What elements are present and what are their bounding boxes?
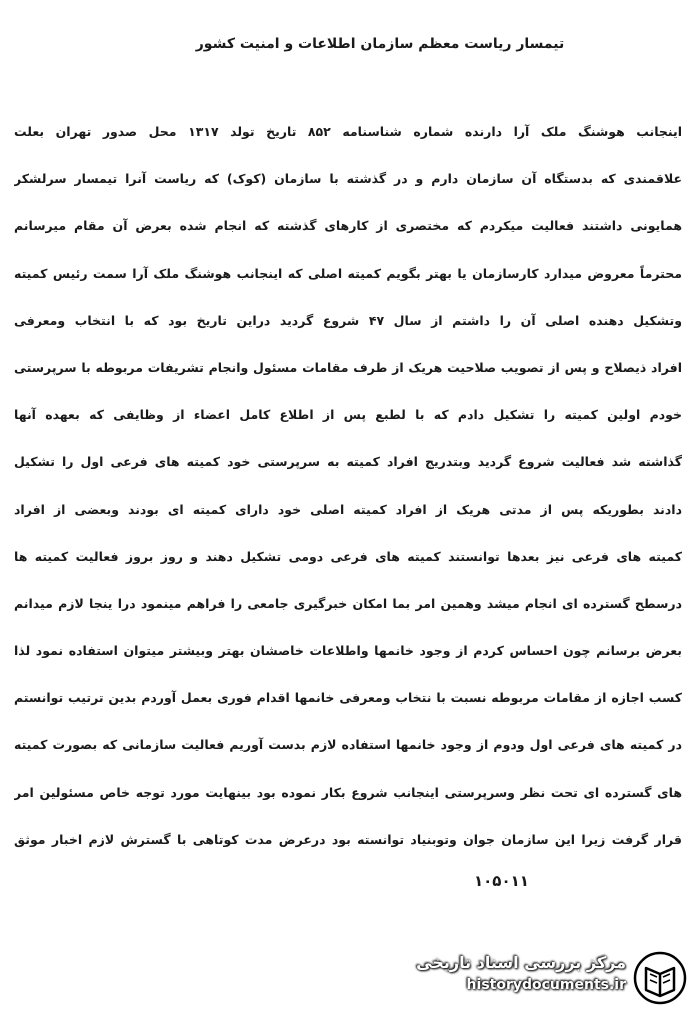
text-line: محترماً معروض میدارد کارسازمان یا بهتر بگویم کمیته اصلی که اینجانب هوشنگ ملک آرا سمت رئیس کمیته xyxy=(14,265,682,281)
watermark-name: مرکز بررسی اسناد تاریخی xyxy=(416,953,626,972)
document-body xyxy=(14,120,682,875)
watermark-text xyxy=(416,952,626,996)
text-line: کسب اجازه از مقامات مربوطه نسبت با نتخاب ومعرفی خانمها اقدام فوری بعمل آوردم بدین ترتیب توانستم xyxy=(14,690,682,706)
text-line: وتشکیل دهنده اصلی آن را داشتم از سال ۴۷ شروع گردید دراین تاریخ بود که با انتخاب ومعرفی xyxy=(14,312,682,328)
text-line: در کمیته های فرعی اول ودوم از وجود خانمها استفاده لازم بدست آوریم فعالیت سازمانی که بصورت کمیته xyxy=(14,737,682,753)
text-line: خودم اولین کمیته را تشکیل دادم که با لطبع پس از اطلاع کامل اعضاء از وظایفی که بعهده آنها xyxy=(14,407,682,423)
text-line: علاقمندی که بدستگاه آن سازمان دارم و در گذشته با سازمان (کوک) که ریاست آنرا تیمسار سرلشکر xyxy=(14,171,682,187)
document-number: ۱۰۵۰۱۱ xyxy=(474,872,529,890)
book-logo-icon xyxy=(632,950,688,1006)
watermark-url: historydocuments.ir xyxy=(466,977,626,993)
text-line: قرار گرفت زیرا این سازمان جوان وتوبنیاد توانسته بود درعرض مدت کوتاهی با گسترش لازم اخبار موثق xyxy=(14,831,682,847)
text-line: همایونی داشتند فعالیت میکردم که مختصری از کارهای گذشته که انجام شده بعرض آن مقام میرسانم xyxy=(14,218,682,234)
text-line: اینجانب هوشنگ ملک آرا دارنده شماره شناسنامه ۸۵۲ تاریخ تولد ۱۳۱۷ محل صدور تهران بعلت xyxy=(14,124,682,139)
text-line: کمیته های فرعی نیز بعدها توانستند کمیته های فرعی دومی تشکیل دهند و روز بروز فعالیت کمیته ها xyxy=(14,548,682,564)
text-line: دادند بطوریکه پس از مدتی هریک از افراد کمیته اصلی خود دارای کمیته ای بودند وبعضی از افراد xyxy=(14,501,682,517)
text-line: افراد ذیصلاح و پس از تصویب صلاحیت هریک از طرف مقامات مسئول وانجام تشریفات مربوطه با سرپرستی xyxy=(14,359,682,375)
document-title: تیمسار ریاست معظم سازمان اطلاعات و امنیت کشور xyxy=(195,36,565,52)
text-line: بعرض برسانم چون احساس کردم از وجود خانمها واطلاعات خاصشان بهتر وبیشتر میتوان استفاده نمود لذا xyxy=(14,643,682,659)
watermark xyxy=(410,948,690,1006)
text-line: گذاشته شد فعالیت شروع گردید وبتدریج افراد کمیته به سرپرستی خود کمیته های فرعی اول را تشکیل xyxy=(14,454,682,470)
text-line: های گسترده ای تحت نظر وسرپرستی اینجانب شروع بکار نموده بود بینهایت مورد توجه خاص مسئولین امر xyxy=(14,784,682,800)
text-line: درسطح گسترده ای انجام میشد وهمین امر بما امکان خبرگیری جامعی را فراهم مینمود درا ینجا لازم میدانم xyxy=(14,595,682,611)
